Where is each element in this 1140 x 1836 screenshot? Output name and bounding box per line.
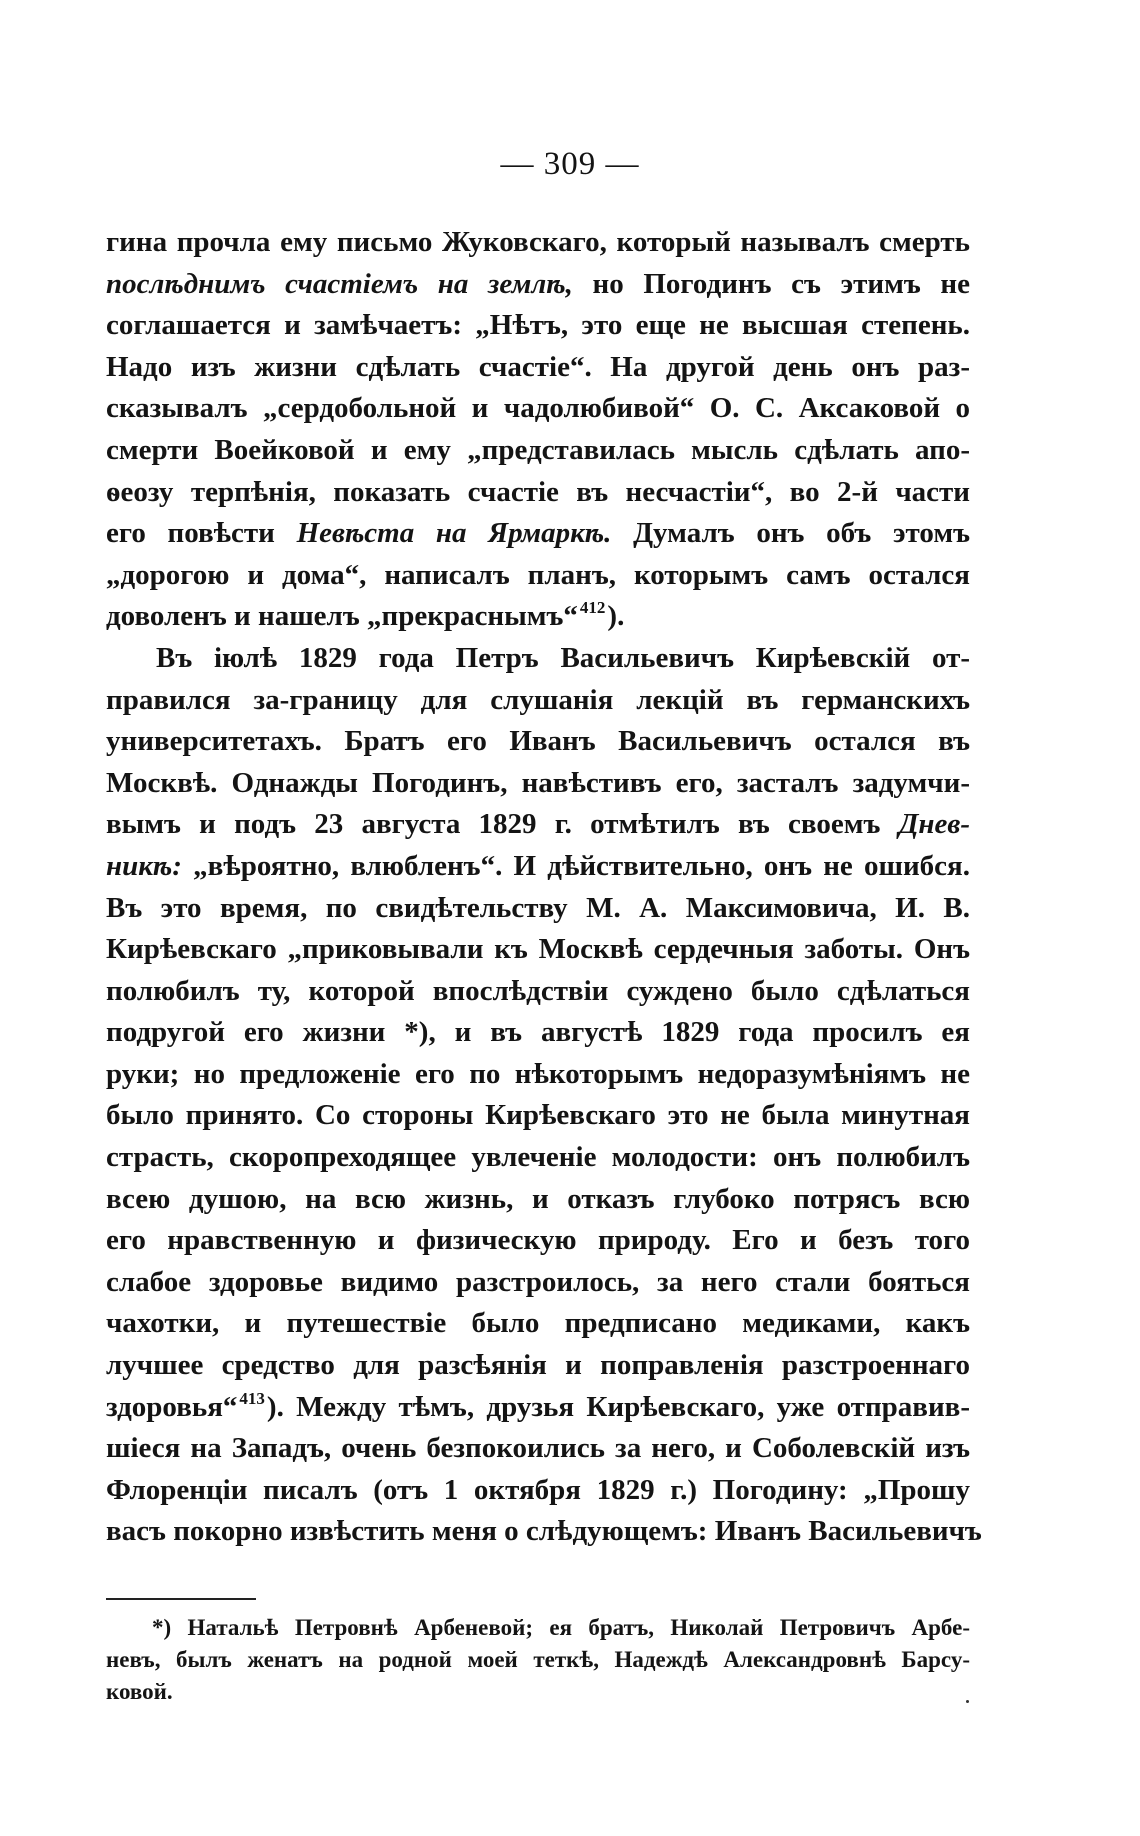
italic-quote: послѣднимъ счастіемъ на землѣ, [106, 267, 573, 300]
text-line: слабое здоровье видимо разстроилось, за него стали бояться [106, 1265, 970, 1298]
text-line [106, 804, 970, 846]
italic-title: Невѣста на Ярмаркѣ. [296, 517, 612, 550]
footnote-line: ковой. [106, 1679, 173, 1704]
text-line: лучшее средство для разсѣянія и поправленія разстроеннаго [106, 1349, 970, 1382]
page-number: — 309 — [500, 146, 640, 182]
text-line [106, 1387, 970, 1429]
text-line: его нравственную и физическую природу. Его и безъ того [106, 1224, 970, 1257]
text-line: Москвѣ. Однажды Погодинъ, навѣстивъ его, засталъ задумчи- [106, 766, 970, 799]
text-line: правился за-границу для слушанія лекцій въ германскихъ [106, 683, 970, 716]
text-line: шіеся на Западъ, очень безпокоились за него, и Соболевскій изъ [106, 1432, 970, 1465]
italic-title: никѣ: [106, 849, 182, 882]
text-line [106, 596, 970, 638]
text-line: Кирѣевскаго „приковывали къ Москвѣ сердечныя заботы. Онъ [106, 933, 970, 966]
text-span: Думалъ онъ объ этомъ [611, 517, 970, 550]
footnote-line: *) Натальѣ Петровнѣ Арбеневой; ея братъ, Николай Петровичъ Арбе- [152, 1615, 970, 1640]
text-line: страсть, скоропреходящее увлеченіе молодости: онъ полюбилъ [106, 1141, 970, 1174]
text-line: Флоренціи писалъ (отъ 1 октября 1829 г.) Погодину: „Прошу [106, 1473, 970, 1506]
reference-number: 412 [579, 598, 606, 618]
text-line: Въ іюлѣ 1829 года Петръ Васильевичъ Кирѣевскій от- [156, 641, 970, 674]
print-speck [966, 1700, 969, 1703]
footnote-divider [106, 1598, 256, 1600]
footnote [106, 1612, 970, 1708]
text-line: всею душою, на всю жизнь, и отказъ глубоко потрясъ всю [106, 1182, 970, 1215]
text-line: было принято. Со стороны Кирѣевскаго это не была минутная [106, 1099, 970, 1132]
text-span: „вѣроятно, влюбленъ“. И дѣйствительно, онъ не ошибся. [181, 849, 970, 882]
italic-title: Днев- [898, 808, 970, 841]
text-span: доволенъ и нашелъ „прекраснымъ“ [106, 600, 578, 633]
text-line: полюбилъ ту, которой впослѣдствіи суждено было сдѣлаться [106, 974, 970, 1007]
text-line: смерти Воейковой и ему „представилась мысль сдѣлать апо- [106, 433, 970, 466]
text-span: ). Между тѣмъ, друзья Кирѣевскаго, уже отправив- [266, 1390, 970, 1423]
main-text [106, 222, 982, 1553]
text-line: сказывалъ „сердобольной и чадолюбивой“ О. С. Аксаковой о [106, 392, 970, 425]
text-line: васъ покорно извѣстить меня о слѣдующемъ: Иванъ Васильевичъ [106, 1515, 982, 1548]
text-span: вымъ и подъ 23 августа 1829 г. отмѣтилъ въ своемъ [106, 808, 899, 841]
text-span: но Погодинъ съ этимъ не [572, 267, 970, 300]
text-line: соглашается и замѣчаетъ: „Нѣтъ, это еще не высшая степень. [106, 309, 970, 342]
text-line: ѳеозу терпѣнія, показать счастіе въ несчастіи“, во 2-й части [106, 475, 970, 508]
text-span: его повѣсти [106, 517, 297, 550]
text-span: ). [607, 600, 625, 633]
text-span: здоровья“ [106, 1390, 238, 1423]
text-line: Въ это время, по свидѣтельству М. А. Максимовича, И. В. [106, 891, 970, 924]
text-line [106, 846, 970, 888]
footnote-line: невъ, былъ женатъ на родной моей теткѣ, Надеждѣ Александровнѣ Барсу- [106, 1647, 970, 1672]
reference-number: 413 [239, 1388, 265, 1408]
text-line: университетахъ. Братъ его Иванъ Васильевичъ остался въ [106, 725, 970, 758]
text-line: подругой его жизни *), и въ августѣ 1829 года просилъ ея [106, 1016, 970, 1049]
text-line: руки; но предложеніе его по нѣкоторымъ недоразумѣніямъ не [106, 1057, 970, 1090]
text-line [106, 513, 970, 555]
text-line [106, 264, 970, 306]
text-line: „дорогою и дома“, написалъ планъ, которымъ самъ остался [106, 558, 970, 591]
text-line: гина прочла ему письмо Жуковскаго, который называлъ смерть [106, 226, 970, 258]
text-line: чахотки, и путешествіе было предписано медиками, какъ [106, 1307, 970, 1340]
text-line: Надо изъ жизни сдѣлать счастіе“. На другой день онъ раз- [106, 350, 970, 383]
